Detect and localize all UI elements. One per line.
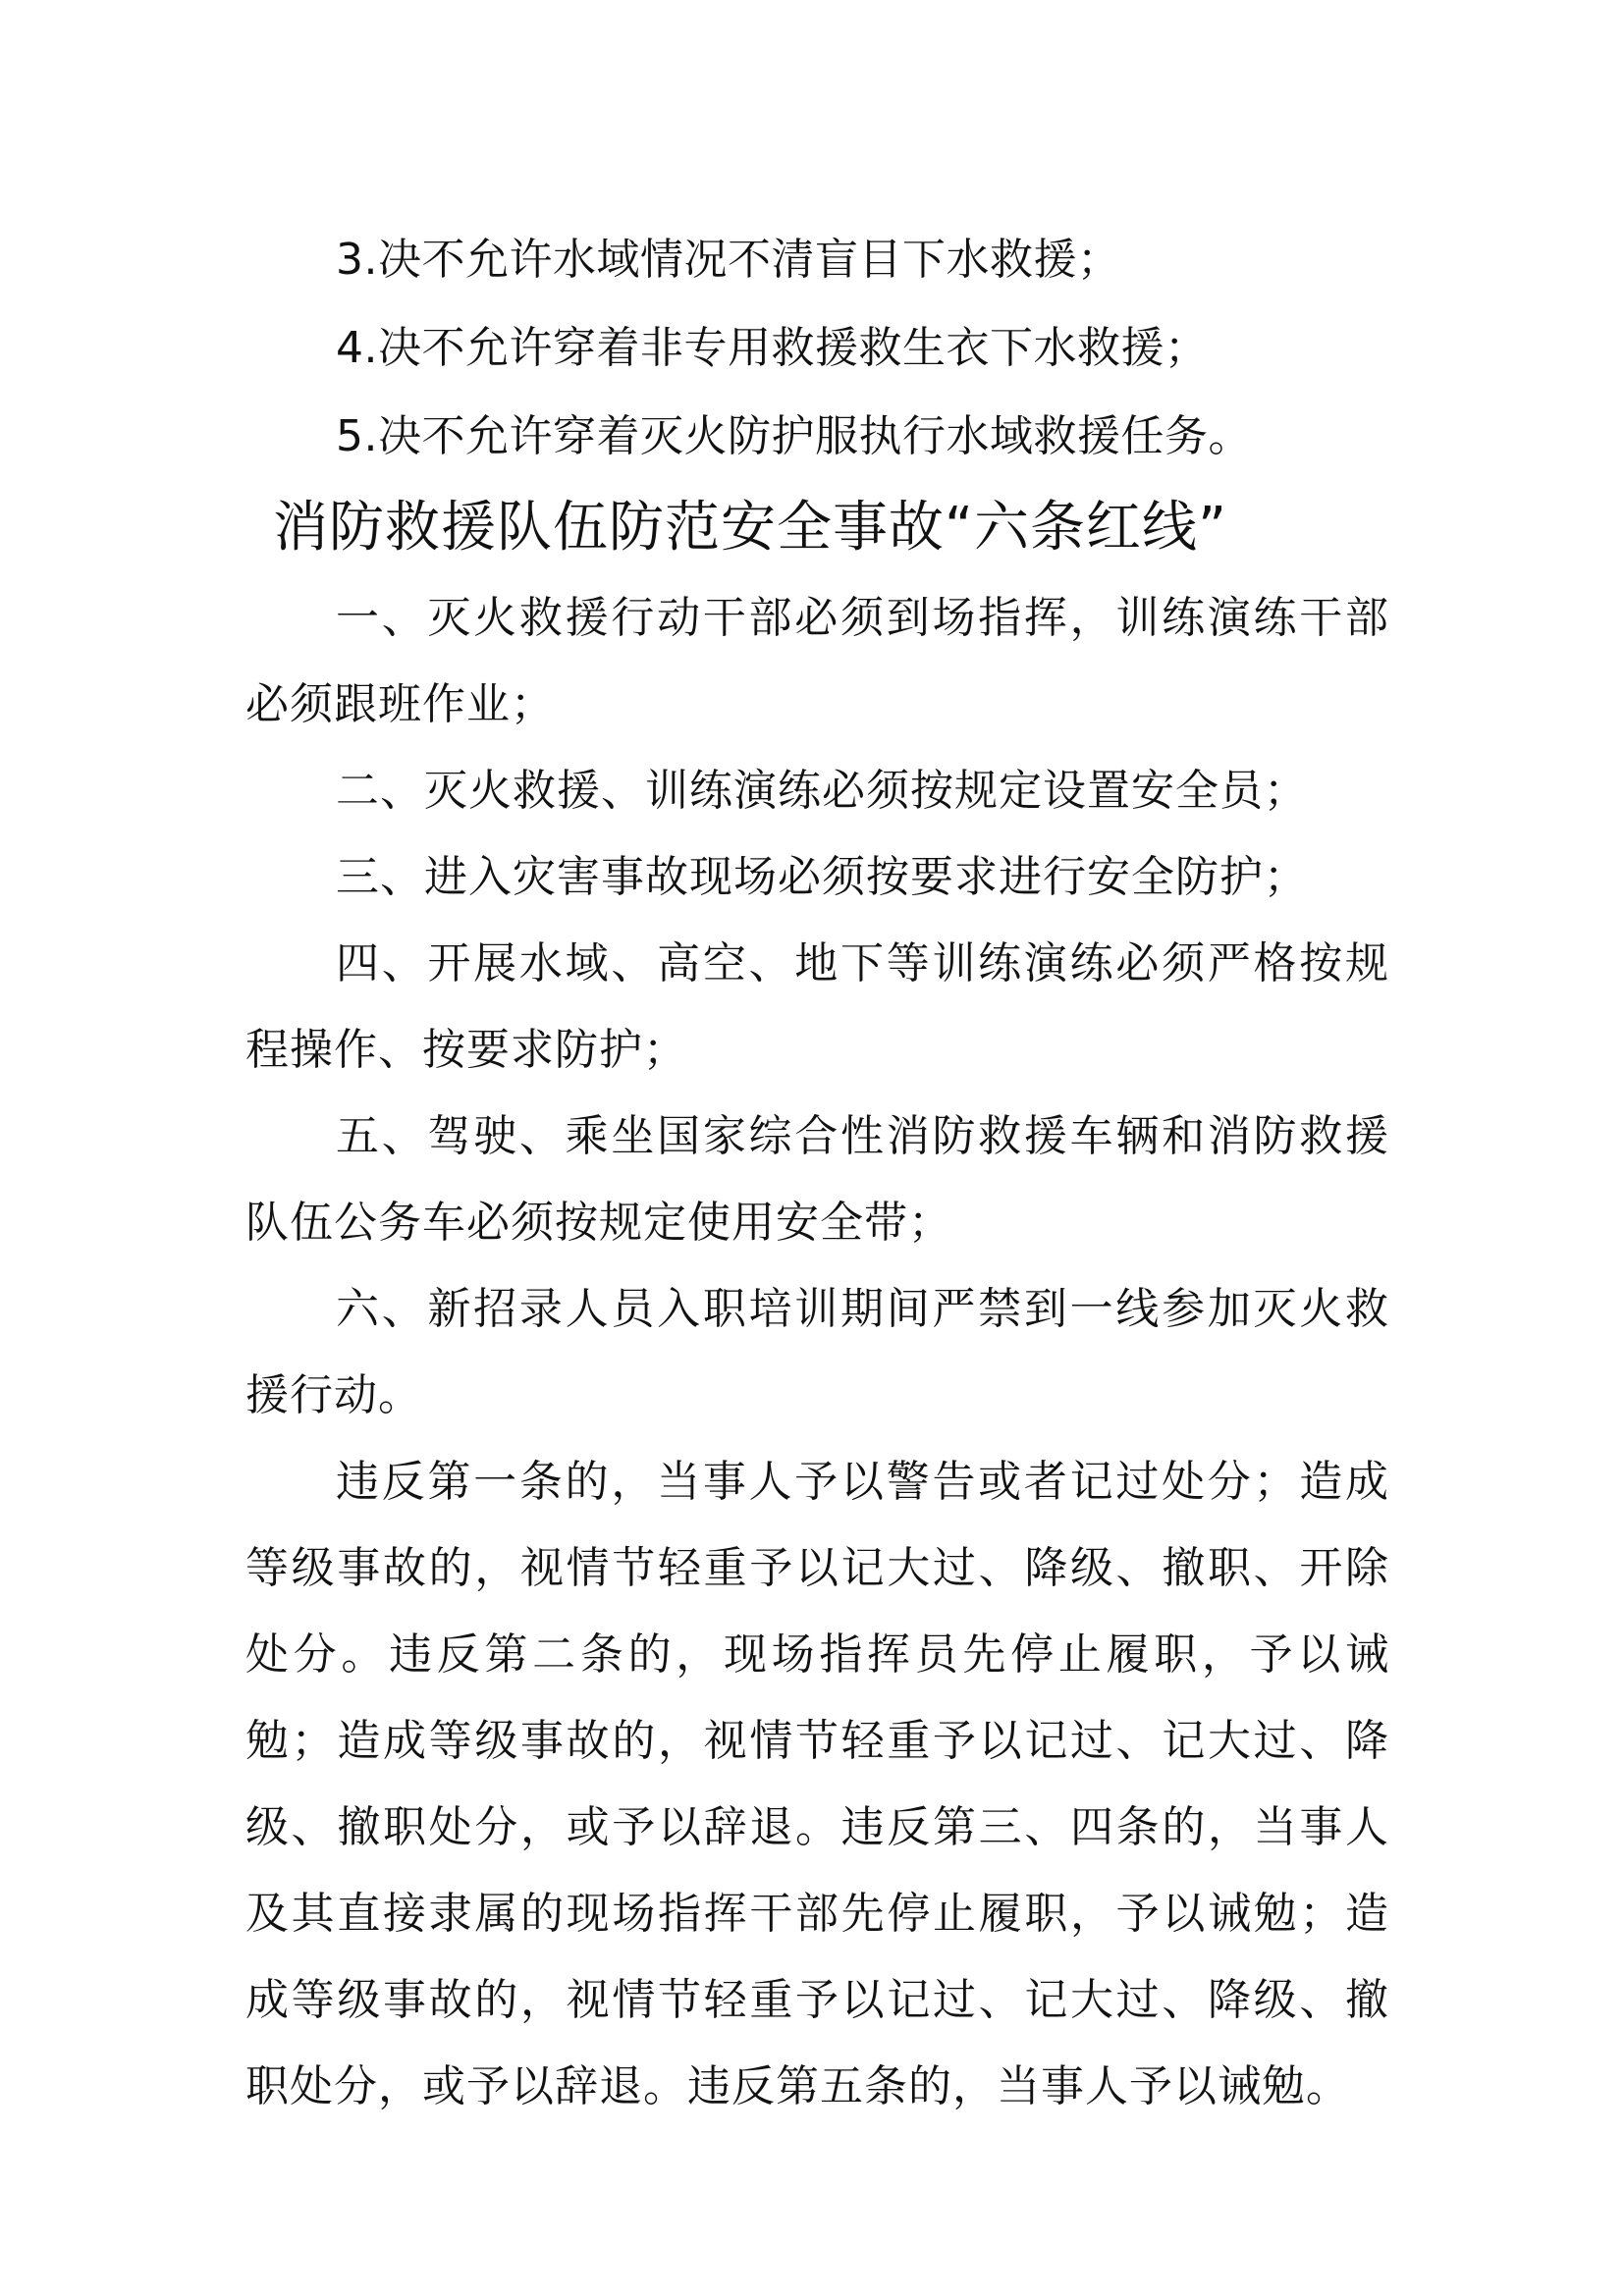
water-rescue-rule-3: 3.决不允许水域情况不清盲目下水救援； (336, 235, 1121, 285)
water-rescue-rule-4: 4.决不允许穿着非专用救援救生衣下水救援； (336, 323, 1209, 373)
red-line-5: 五、驾驶、乘坐国家综合性消防救援车辆和消防救援队伍公务车必须按规定使用安全带； (245, 1111, 1389, 1248)
document-body (245, 216, 1389, 2130)
section-title: 消防救援队伍防范安全事故“六条红线” (273, 496, 1228, 560)
red-line-3: 三、进入灾害事故现场必须按要求进行安全防护； (336, 852, 1308, 902)
water-rescue-rule-5: 5.决不允许穿着灭火防护服执行水域救援任务。 (336, 411, 1252, 461)
red-line-6: 六、新招录人员入职培训期间严禁到一线参加灭火救援行动。 (245, 1284, 1389, 1420)
red-line-4: 四、开展水域、高空、地下等训练演练必须严格按规程操作、按要求防护； (245, 938, 1389, 1075)
penalty-paragraph: 违反第一条的，当事人予以警告或者记过处分；造成等级事故的，视情节轻重予以记大过、降级、撤职、开除处分。违反第二条的，现场指挥员先停止履职，予以诫勉；造成等级事故的，视情节轻重予以记过、记大过、降级、撤职处分，或予以辞退。违反第三、四条的，当事人及其直接隶属的现场指挥干部先停止履职，予以诫勉；造成等级事故的，视情节轻重予以记过、记大过、降级、撤职处分，或予以辞退。违反第五条的，当事人予以诫勉。 (245, 1457, 1389, 2111)
red-line-2: 二、灭火救援、训练演练必须按规定设置安全员； (336, 766, 1308, 816)
red-line-1: 一、灭火救援行动干部必须到场指挥，训练演练干部必须跟班作业； (245, 593, 1389, 729)
